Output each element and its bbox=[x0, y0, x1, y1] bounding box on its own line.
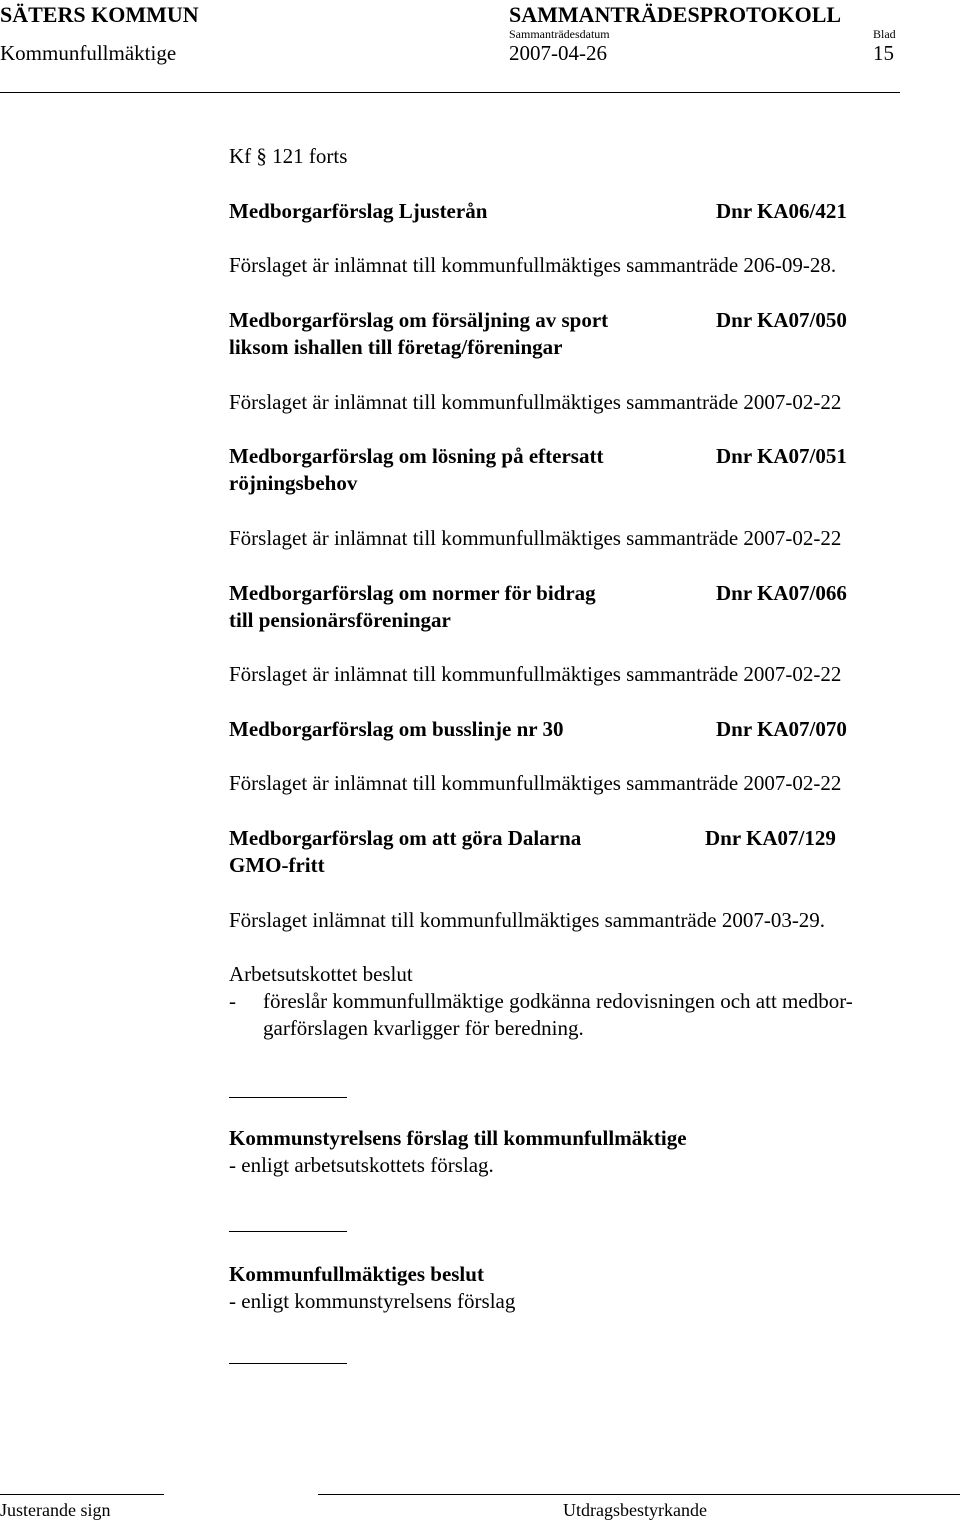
proposal-title: Medborgarförslag Ljusterån bbox=[229, 199, 488, 223]
proposal-status: Förslaget är inlämnat till kommunfullmäktiges sammanträde 206-09-28. bbox=[229, 253, 837, 277]
date-label: Sammanträdesdatum bbox=[509, 27, 610, 41]
document-type: SAMMANTRÄDESPROTOKOLL bbox=[509, 2, 842, 27]
proposal-title: Medborgarförslag om lösning på eftersatt bbox=[229, 444, 604, 468]
proposal-dnr: Dnr KA07/070 bbox=[716, 717, 847, 741]
meeting-body: Kommunfullmäktige bbox=[0, 41, 177, 65]
au-decision-heading: Arbetsutskottet beslut bbox=[229, 962, 413, 986]
proposal-title-cont: röjningsbehov bbox=[229, 471, 358, 495]
proposal-status: Förslaget är inlämnat till kommunfullmäktiges sammanträde 2007-02-22 bbox=[229, 662, 842, 686]
proposal-title: Medborgarförslag om försäljning av sport bbox=[229, 308, 609, 332]
ks-proposal-heading: Kommunstyrelsens förslag till kommunfullmäktige bbox=[229, 1126, 687, 1150]
extract-label: Utdragsbestyrkande bbox=[563, 1500, 707, 1520]
page-number: 15 bbox=[873, 41, 894, 65]
proposal-dnr: Dnr KA07/051 bbox=[716, 444, 847, 468]
meeting-date: 2007-04-26 bbox=[509, 41, 607, 65]
section-divider bbox=[229, 1231, 347, 1232]
proposal-dnr: Dnr KA06/421 bbox=[716, 199, 847, 223]
header-rule bbox=[0, 92, 900, 93]
org-name: SÄTERS KOMMUN bbox=[0, 2, 199, 27]
paragraph-ref: Kf § 121 forts bbox=[229, 144, 348, 168]
proposal-title: Medborgarförslag om normer för bidrag bbox=[229, 581, 596, 605]
footer-rule-sign bbox=[0, 1494, 164, 1495]
ks-proposal-text: - enligt arbetsutskottets förslag. bbox=[229, 1153, 494, 1177]
proposal-status: Förslaget är inlämnat till kommunfullmäktiges sammanträde 2007-02-22 bbox=[229, 771, 842, 795]
proposal-status: Förslaget inlämnat till kommunfullmäktiges sammanträde 2007-03-29. bbox=[229, 908, 826, 932]
proposal-dnr: Dnr KA07/050 bbox=[716, 308, 847, 332]
proposal-dnr: Dnr KA07/129 bbox=[705, 826, 836, 850]
proposal-title-cont: till pensionärsföreningar bbox=[229, 608, 451, 632]
proposal-title-cont: liksom ishallen till företag/föreningar bbox=[229, 335, 563, 359]
proposal-status: Förslaget är inlämnat till kommunfullmäktiges sammanträde 2007-02-22 bbox=[229, 526, 842, 550]
kf-decision-text: - enligt kommunstyrelsens förslag bbox=[229, 1289, 516, 1313]
proposal-title-cont: GMO-fritt bbox=[229, 853, 325, 877]
proposal-status: Förslaget är inlämnat till kommunfullmäktiges sammanträde 2007-02-22 bbox=[229, 390, 842, 414]
section-divider bbox=[229, 1097, 347, 1098]
proposal-title: Medborgarförslag om busslinje nr 30 bbox=[229, 717, 564, 741]
proposal-dnr: Dnr KA07/066 bbox=[716, 581, 847, 605]
proposal-title: Medborgarförslag om att göra Dalarna bbox=[229, 826, 582, 850]
au-decision-text: föreslår kommunfullmäktige godkänna redovisningen och att medbor- bbox=[263, 989, 853, 1013]
footer-rule-extract bbox=[318, 1494, 960, 1495]
au-decision-text-cont: garförslagen kvarligger för beredning. bbox=[263, 1016, 584, 1040]
au-decision-bullet: - bbox=[229, 989, 236, 1013]
kf-decision-heading: Kommunfullmäktiges beslut bbox=[229, 1262, 484, 1286]
section-divider bbox=[229, 1363, 347, 1364]
sign-label: Justerande sign bbox=[0, 1500, 111, 1520]
page-label: Blad bbox=[873, 27, 896, 41]
